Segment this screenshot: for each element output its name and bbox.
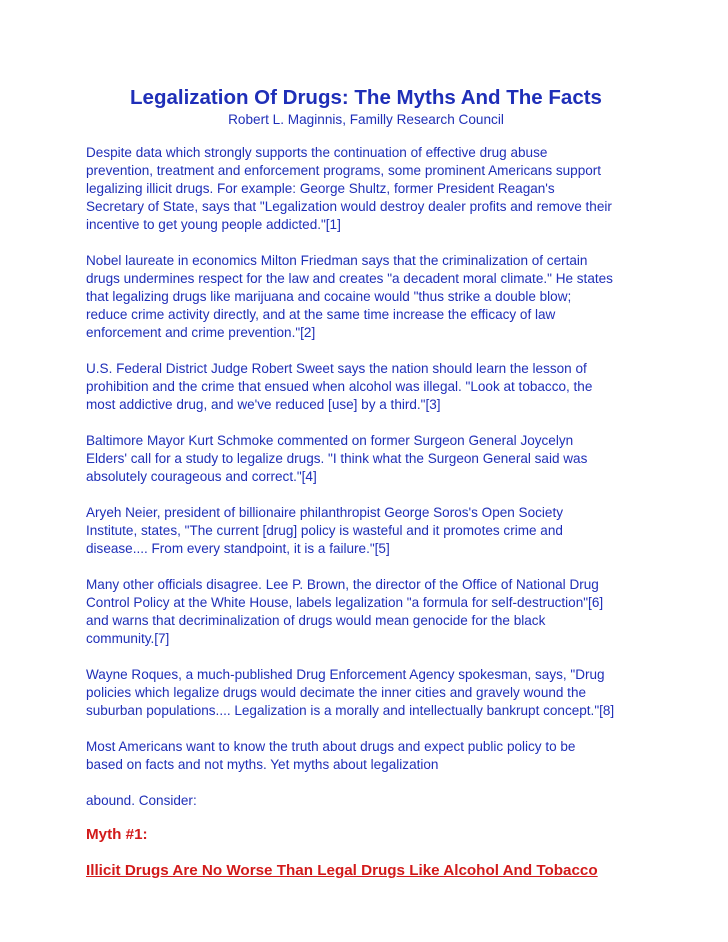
paragraph-6 (86, 576, 646, 648)
document-byline: Robert L. Maginnis, Familly Research Council (228, 112, 504, 127)
paragraph-line: policies which legalize drugs would decimate the inner cities and gravely wound the (86, 685, 587, 700)
paragraph-line: legalizing illicit drugs. For example: George Shultz, former President Reagan's (86, 181, 555, 196)
paragraph-4 (86, 432, 646, 486)
paragraph-line: Most Americans want to know the truth about drugs and expect public policy to be (86, 739, 576, 754)
paragraph-line: Secretary of State, says that "Legalization would destroy dealer profits and remove their (86, 199, 612, 214)
paragraph-line: abound. Consider: (86, 793, 197, 808)
paragraph-line: Wayne Roques, a much-published Drug Enforcement Agency spokesman, says, "Drug (86, 667, 605, 682)
paragraph-5 (86, 504, 646, 558)
paragraph-2 (86, 252, 646, 342)
myth-title: Illicit Drugs Are No Worse Than Legal Drugs Like Alcohol And Tobacco (86, 862, 598, 879)
paragraph-1 (86, 144, 646, 234)
paragraph-line: Control Policy at the White House, labels legalization "a formula for self-destruction"[6] (86, 595, 604, 610)
paragraph-9 (86, 792, 646, 810)
paragraph-line: suburban populations.... Legalization is a morally and intellectually bankrupt concept."[8] (86, 703, 615, 718)
paragraph-line: that legalizing drugs like marijuana and cocaine would "thus strike a double blow; (86, 289, 572, 304)
paragraph-line: Aryeh Neier, president of billionaire philanthropist George Soros's Open Society (86, 505, 563, 520)
myth-heading: Myth #1: (86, 826, 148, 843)
paragraph-7 (86, 666, 646, 720)
paragraph-line: community.[7] (86, 631, 170, 646)
paragraph-line: Institute, states, "The current [drug] policy is wasteful and it promotes crime and (86, 523, 563, 538)
paragraph-line: Nobel laureate in economics Milton Friedman says that the criminalization of certain (86, 253, 588, 268)
paragraph-line: Many other officials disagree. Lee P. Brown, the director of the Office of National Drug (86, 577, 599, 592)
paragraph-line: U.S. Federal District Judge Robert Sweet says the nation should learn the lesson of (86, 361, 587, 376)
paragraph-line: disease.... From every standpoint, it is a failure."[5] (86, 541, 390, 556)
paragraph-line: Elders' call for a study to legalize drugs. "I think what the Surgeon General said was (86, 451, 588, 466)
document-page (86, 86, 646, 881)
paragraph-line: prevention, treatment and enforcement programs, some prominent Americans support (86, 163, 602, 178)
paragraph-line: based on facts and not myths. Yet myths about legalization (86, 757, 439, 772)
paragraph-line: Despite data which strongly supports the continuation of effective drug abuse (86, 145, 548, 160)
paragraph-line: prohibition and the crime that ensued when alcohol was illegal. "Look at tobacco, the (86, 379, 593, 394)
paragraph-3 (86, 360, 646, 414)
paragraph-line: absolutely courageous and correct."[4] (86, 469, 317, 484)
paragraph-line: Baltimore Mayor Kurt Schmoke commented on former Surgeon General Joycelyn (86, 433, 574, 448)
paragraph-line: incentive to get young people addicted."[1] (86, 217, 341, 232)
paragraph-line: enforcement and crime prevention."[2] (86, 325, 316, 340)
paragraph-line: drugs undermines respect for the law and creates "a decadent moral climate." He states (86, 271, 613, 286)
paragraph-line: most addictive drug, and we've reduced [use] by a third."[3] (86, 397, 441, 412)
paragraph-line: reduce crime activity directly, and at the same time increase the efficacy of law (86, 307, 556, 322)
paragraph-8 (86, 738, 646, 774)
document-title: Legalization Of Drugs: The Myths And The Facts (130, 86, 602, 109)
paragraph-line: and warns that decriminalization of drugs would mean genocide for the black (86, 613, 546, 628)
